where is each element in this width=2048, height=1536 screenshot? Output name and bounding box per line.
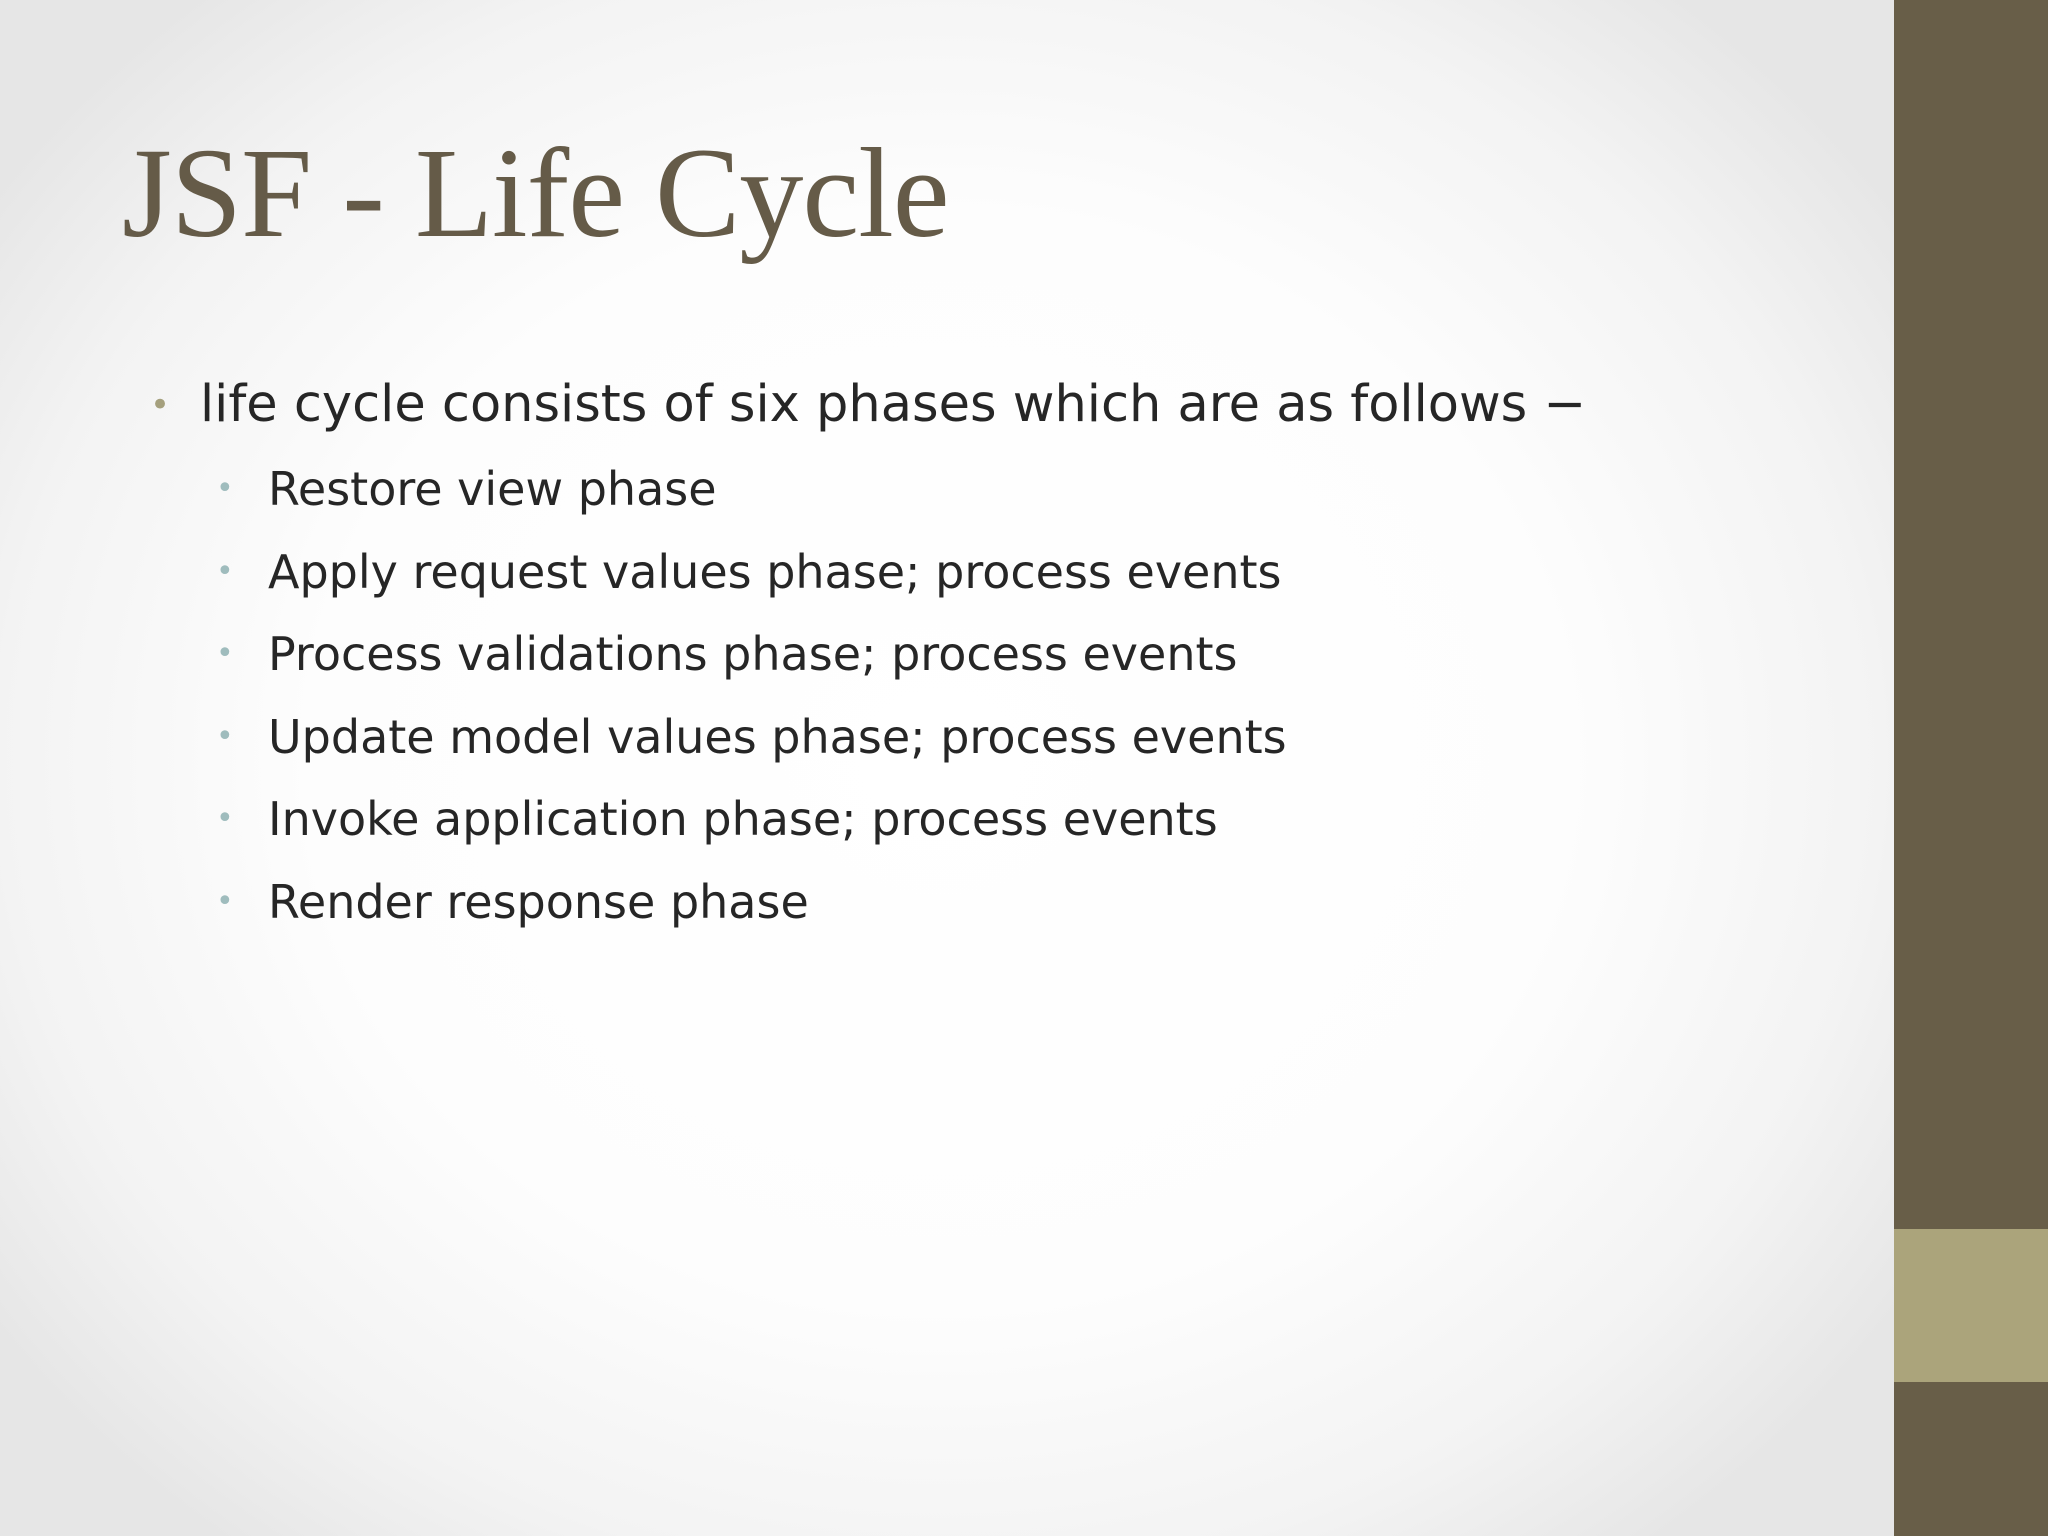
sub-bullet-text: Update model values phase; process events: [268, 709, 1287, 764]
bullet-icon: •: [216, 718, 234, 754]
bullet-icon: •: [216, 801, 234, 836]
bullet-text: life cycle consists of six phases which are as follows −: [200, 375, 1587, 434]
slide-body: [150, 368, 1850, 951]
bullet-icon: •: [150, 385, 171, 425]
slide-title: JSF - Life Cycle: [122, 122, 949, 264]
sub-bullet-item: [216, 456, 1850, 539]
side-bar-accent-decoration: [1894, 1229, 2048, 1382]
sub-bullet-text: Invoke application phase; process events: [268, 792, 1218, 846]
bullet-icon: •: [216, 883, 234, 919]
bullet-item: [150, 368, 1850, 456]
sub-bullet-item: [216, 539, 1850, 622]
bullet-icon: •: [216, 553, 234, 589]
bullet-icon: •: [216, 471, 234, 506]
sub-bullet-item: [216, 621, 1850, 704]
sub-bullet-text: Process validations phase; process events: [268, 627, 1238, 681]
sub-bullet-item: [216, 704, 1850, 787]
sub-bullet-text: Restore view phase: [268, 462, 717, 516]
sub-bullet-item: [216, 786, 1850, 869]
sub-bullet-item: [216, 869, 1850, 952]
sub-bullet-text: Render response phase: [268, 874, 809, 929]
sub-bullet-text: Apply request values phase; process events: [268, 544, 1282, 599]
bullet-icon: •: [216, 636, 234, 671]
